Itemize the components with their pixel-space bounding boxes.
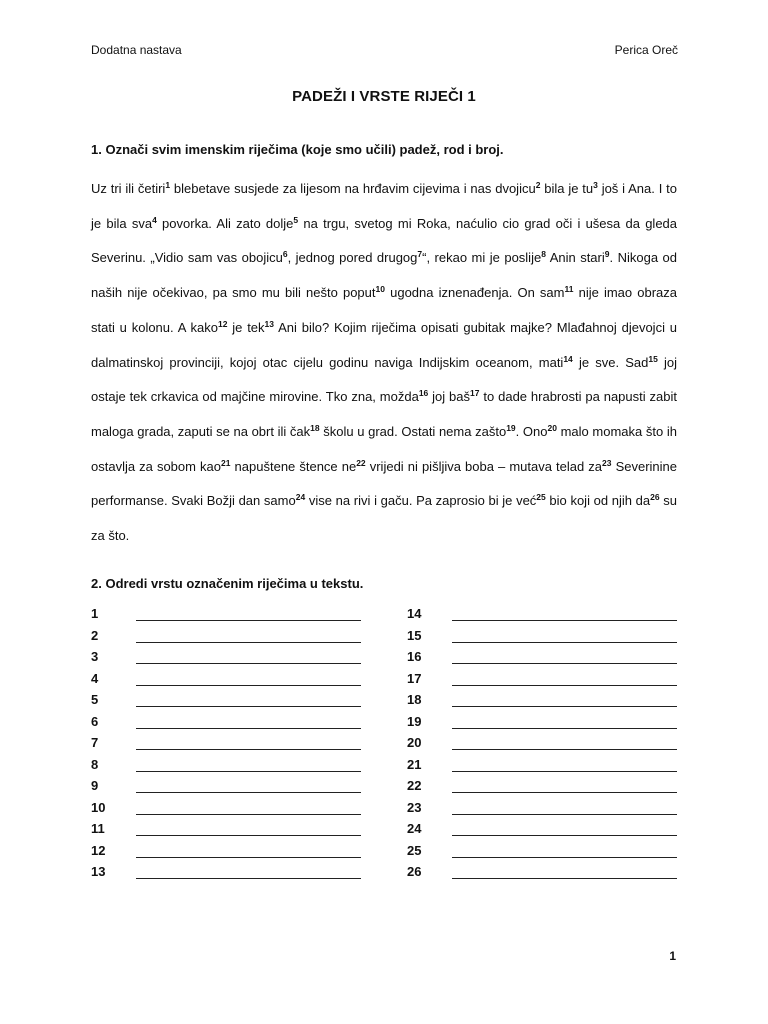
passage-text-segment: ugodna iznenađenja. On sam: [384, 285, 565, 301]
passage-text-segment: vrijedi ni pišljiva boba – mutava telad za: [365, 458, 603, 474]
answer-line[interactable]: [136, 685, 361, 686]
answer-row: [407, 798, 678, 820]
answer-row: [91, 798, 362, 820]
answer-number: 4: [91, 670, 99, 686]
footnote-marker: 23: [602, 457, 612, 468]
answer-line[interactable]: [452, 728, 677, 729]
answer-column-right: [407, 604, 678, 884]
answer-number: 26: [407, 864, 422, 879]
answer-row: [407, 626, 678, 648]
passage-text-segment: Uz tri ili četiri: [91, 181, 166, 196]
answer-line[interactable]: [452, 749, 677, 750]
answer-row: [407, 669, 678, 691]
answer-number: 12: [91, 842, 106, 858]
passage-text-segment: malo momaka što ih ostavlja za sobom kao: [91, 423, 677, 474]
answer-line[interactable]: [452, 857, 677, 858]
answer-column-left: [91, 604, 362, 884]
footnote-marker: 7: [417, 249, 423, 260]
footnote-marker: 10: [375, 284, 385, 295]
footnote-marker: 3: [593, 180, 598, 190]
answer-row: [91, 776, 362, 798]
answer-number: 8: [91, 756, 99, 772]
footnote-marker: 18: [310, 422, 320, 433]
footnote-marker: 11: [564, 284, 574, 295]
answer-line[interactable]: [452, 685, 677, 686]
footnote-marker: 13: [264, 318, 275, 329]
passage-text-segment: Anin stari: [545, 250, 605, 266]
answer-number: 24: [407, 821, 422, 836]
answer-row: [91, 604, 362, 626]
passage-text-segment: blebetave susjede za lijesom na hrđavim cijevima i nas dvojicu: [170, 181, 536, 196]
passage-text-segment: školu u grad. Ostati nema zašto: [319, 423, 507, 439]
footnote-marker: 8: [541, 249, 546, 260]
passage-text-segment: Severinine performanse. Svaki Božji dan samo: [91, 458, 677, 509]
passage-text-segment: , jednog pored drugog: [287, 250, 418, 266]
answer-number: 1: [91, 606, 99, 621]
footnote-marker: 5: [293, 214, 299, 225]
footnote-marker: 12: [217, 318, 228, 329]
answer-line[interactable]: [452, 642, 677, 643]
passage-text-segment: povorka. Ali zato dolje: [156, 215, 294, 231]
answer-row: [91, 755, 362, 777]
footnote-marker: 22: [356, 457, 366, 468]
passage-text-segment: bila je tu: [540, 181, 594, 196]
answer-number: 2: [91, 627, 99, 643]
passage-text-segment: joj baš: [428, 389, 471, 405]
answer-line[interactable]: [452, 771, 677, 772]
answer-number: 11: [91, 821, 105, 836]
footnote-marker: 19: [506, 422, 516, 433]
footnote-marker: 4: [152, 214, 157, 225]
answer-number: 19: [407, 713, 422, 729]
answer-number: 17: [407, 670, 422, 686]
answer-number: 20: [407, 735, 422, 750]
passage-text-segment: . Nikoga od naših nije očekivao, pa smo mu bili nešto poput: [91, 250, 677, 301]
answer-line[interactable]: [136, 792, 361, 793]
answer-number: 5: [91, 692, 99, 707]
answer-number: 22: [407, 778, 422, 793]
header-author: Perica Oreč: [614, 43, 678, 57]
answer-number: 6: [91, 713, 99, 729]
answer-row: [91, 733, 362, 755]
passage-text-segment: joj ostaje tek crkavica od majčine mirovine. Tko zna, možda: [91, 354, 677, 405]
answer-row: [91, 712, 362, 734]
footnote-marker: 6: [282, 249, 288, 260]
text-passage: [91, 172, 677, 554]
passage-text-segment: napuštene štence ne: [230, 458, 357, 474]
passage-text-segment: to dade hrabrosti pa napusti zabit maloga grada, zaputi se na obrt ili čak: [91, 389, 677, 439]
footnote-marker: 9: [604, 249, 610, 260]
footnote-marker: 2: [535, 180, 541, 190]
footnote-marker: 17: [470, 388, 480, 399]
answer-line[interactable]: [452, 835, 677, 836]
answer-row: [407, 819, 678, 841]
answer-number: 13: [91, 864, 106, 879]
answer-line[interactable]: [452, 878, 677, 879]
passage-text-segment: na trgu, svetog mi Roka, naćulio cio grad oči i ušesa da gleda Severinu. „Vidio sam vas obojicu: [91, 215, 678, 266]
answer-line[interactable]: [136, 835, 361, 836]
answer-line[interactable]: [136, 771, 361, 772]
answer-row: [407, 862, 678, 884]
answer-line[interactable]: [136, 620, 361, 621]
answer-row: [407, 690, 678, 712]
answer-row: [91, 647, 362, 669]
task-2-heading: 2. Odredi vrstu označenim riječima u tekstu.: [91, 576, 364, 591]
answer-number: 23: [407, 799, 422, 815]
answer-row: [407, 841, 678, 863]
answer-row: [91, 669, 362, 691]
answer-row: [407, 647, 678, 669]
answer-grid: [91, 604, 681, 884]
answer-line[interactable]: [136, 663, 361, 664]
passage-text-segment: nije imao obraza stati u kolonu. A kako: [91, 285, 678, 335]
answer-line[interactable]: [136, 706, 361, 707]
answer-number: 9: [91, 778, 99, 793]
footnote-marker: 15: [648, 353, 658, 364]
footnote-marker: 16: [418, 388, 429, 399]
footnote-marker: 21: [221, 457, 231, 468]
answer-line[interactable]: [452, 814, 677, 815]
answer-number: 10: [91, 799, 106, 815]
answer-line[interactable]: [452, 706, 677, 707]
answer-line[interactable]: [136, 814, 361, 815]
page-title: PADEŽI I VRSTE RIJEČI 1: [292, 88, 476, 105]
answer-line[interactable]: [136, 878, 361, 879]
passage-text-segment: “, rekao mi je poslije: [422, 250, 542, 266]
answer-number: 15: [407, 627, 422, 643]
answer-number: 14: [407, 606, 422, 621]
answer-row: [407, 776, 678, 798]
passage-text-segment: Ani bilo? Kojim riječima opisati gubitak majke? Mlađahnoj djevojci u dalmatinskoj provinciji, kojoj otac cijelu godinu naviga Indijskim oceanom, mati: [91, 319, 678, 370]
page-number: 1: [669, 949, 676, 963]
footnote-marker: 1: [165, 180, 171, 190]
answer-number: 21: [407, 756, 422, 772]
task-1-heading: 1. Označi svim imenskim riječima (koje smo učili) padež, rod i broj.: [91, 142, 504, 157]
footnote-marker: 26: [650, 492, 660, 503]
footnote-marker: 20: [547, 422, 557, 433]
footnote-marker: 24: [295, 492, 306, 503]
answer-row: [91, 819, 362, 841]
answer-row: [91, 690, 362, 712]
answer-line[interactable]: [136, 749, 361, 750]
passage-text-segment: su za što.: [91, 493, 678, 544]
footnote-marker: 14: [563, 353, 573, 364]
answer-number: 7: [91, 735, 99, 750]
answer-line[interactable]: [136, 857, 361, 858]
passage-text-segment: je sve. Sad: [572, 354, 649, 370]
answer-row: [91, 626, 362, 648]
answer-row: [407, 733, 678, 755]
answer-line[interactable]: [452, 663, 677, 664]
answer-line[interactable]: [452, 620, 677, 621]
answer-row: [91, 862, 362, 884]
answer-line[interactable]: [136, 642, 361, 643]
passage-text-segment: bio koji od njih da: [545, 493, 651, 509]
footnote-marker: 25: [536, 492, 546, 503]
passage-text-segment: je tek: [227, 319, 265, 335]
answer-number: 18: [407, 692, 422, 707]
passage-text-segment: vise na rivi i gaču. Pa zaprosio bi je već: [305, 493, 537, 509]
answer-row: [407, 712, 678, 734]
answer-row: [407, 755, 678, 777]
answer-number: 25: [407, 842, 422, 858]
header-course: Dodatna nastava: [91, 43, 182, 57]
passage-text-segment: . Ono: [515, 423, 548, 439]
answer-row: [91, 841, 362, 863]
answer-line[interactable]: [452, 792, 677, 793]
answer-line[interactable]: [136, 728, 361, 729]
answer-number: 16: [407, 649, 422, 664]
answer-row: [407, 604, 678, 626]
passage-text-segment: još i Ana. I to je bila sva: [91, 181, 677, 231]
answer-number: 3: [91, 649, 99, 664]
